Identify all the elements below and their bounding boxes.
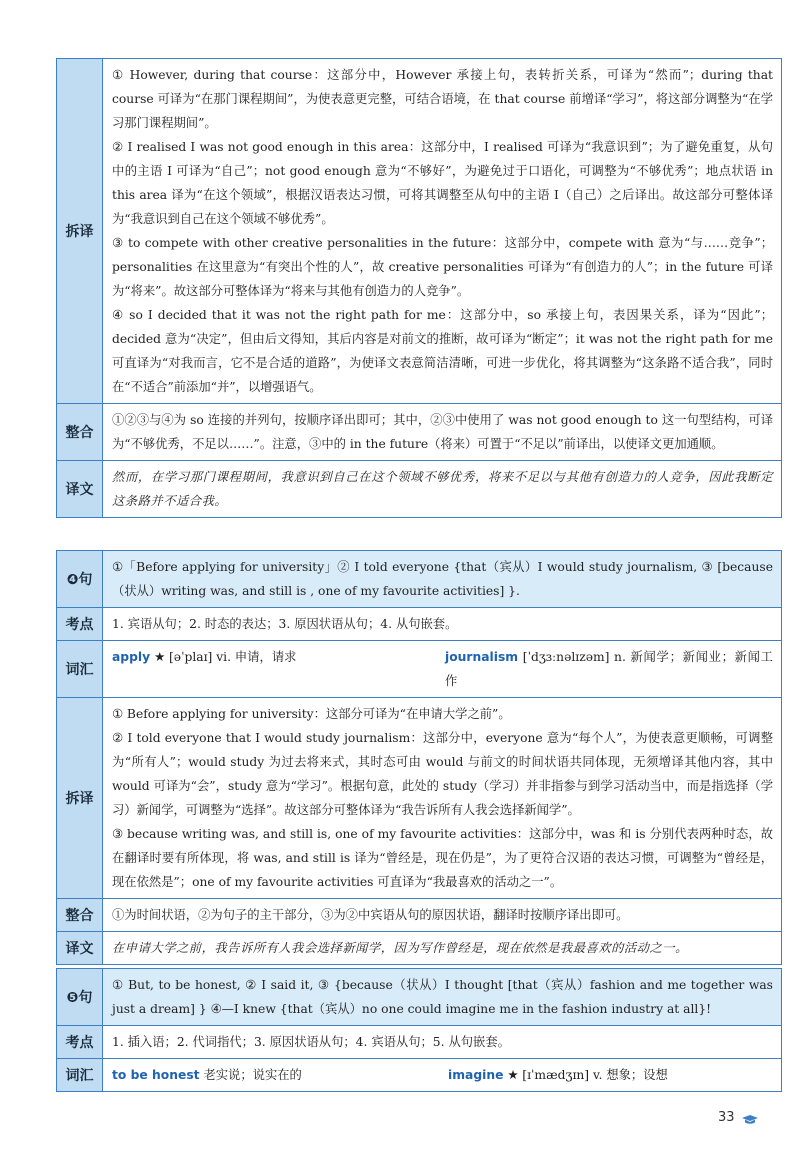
vocab-word: journalism <box>445 650 519 664</box>
row-cihui <box>57 641 781 698</box>
chaiyi-item: ④ so I decided that it was not the right path for me：这部分中，so 承接上句，表因果关系，译为“因此”；decided 意为“决定”，但由后文得知，其后内容是对前文的推断，故可译为“断定”；it was not the right path for me 可直译为“对我而言，它不是合适的道路”，为使译文表意简洁清晰，可进一步优化，将其调整为“这条路不适合我”，同时在“不适合”前添加“并”，以增强语气。 <box>112 308 773 394</box>
vocab-definition: ★ [ɪˈmædʒɪn] v. 想象；设想 <box>507 1068 668 1082</box>
row-kaodian <box>57 1026 781 1059</box>
chaiyi-item: ① Before applying for university：这部分可译为“在申请大学之前”。 <box>112 707 511 721</box>
row-sentence <box>57 551 781 608</box>
page-number: 33 <box>718 1110 735 1125</box>
vocab-word: apply <box>112 650 151 664</box>
row-zhenghe <box>57 404 781 461</box>
kaodian-content: 1. 插入语；2. 代词指代；3. 原因状语从句；4. 宾语从句；5. 从句嵌套。 <box>112 1035 510 1049</box>
chaiyi-item: ③ to compete with other creative personalities in the future：这部分中，compete with 意为“与……竞争”；personalities 在这里意为“有突出个性的人”，故 creative personalities 可译为“有创造力的人”；in the future 可译为“将来”。故这部分可整体译为“将来与其他有创造力的人竞争”。 <box>112 236 773 298</box>
label-zhenghe: 整合 <box>57 899 103 931</box>
analysis-table-sentence-3 <box>56 58 782 518</box>
vocab-entry <box>448 1063 668 1087</box>
chaiyi-item: ② I told everyone that I would study journalism：这部分中，everyone 意为“每个人”，为使表意更顺畅，可调整为“所有人”；would study 为过去将来式，其时态可由 would 与前文的时间状语共同体现，无须增译其他内容，其中 would 可译为“会”，study 意为“学习”。根据句意，此处的 study（学习）并非指参与到学习活动当中，而是指选择（学习）新闻学，可调整为“选择”。故这部分可整体译为“我告诉所有人我会选择新闻学”。 <box>112 731 773 817</box>
analysis-table-sentence-4 <box>56 550 782 965</box>
row-sentence <box>57 969 781 1026</box>
cihui-content <box>103 1059 781 1091</box>
zhenghe-content: ①为时间状语，②为句子的主干部分，③为②中宾语从句的原因状语，翻译时按顺序译出即可。 <box>112 908 629 922</box>
vocab-word: imagine <box>448 1068 504 1082</box>
vocab-word: to be honest <box>112 1068 200 1082</box>
vocab-definition: ★ [əˈplaɪ] vi. 申请，请求 <box>154 650 297 664</box>
row-chaiyi <box>57 698 781 899</box>
row-yiwen <box>57 932 781 964</box>
row-yiwen <box>57 461 781 517</box>
chaiyi-item: ② I realised I was not good enough in this area：这部分中，I realised 可译为“我意识到”；为了避免重复，从句中的主语 I 可译为“自己”；not good enough 意为“不够好”，为避免过于口语化，可调整为“不够优秀”；地点状语 in this area 译为“在这个领域”，根据汉语表达习惯，可将其调整至从句中的主语 I（自己）之后译出。故这部分可整体译为“我意识到自己在这个领域不够优秀”。 <box>112 140 773 226</box>
vocab-entry <box>112 645 445 693</box>
label-yiwen: 译文 <box>57 461 103 517</box>
zhenghe-content: ①②③与④为 so 连接的并列句，按顺序译出即可；其中，②③中使用了 was not good enough to 这一句型结构，可译为“不够优秀，不足以……”。注意，③中的 in the future（将来）可置于“不足以”前译出，以使译文更加通顺。 <box>112 413 773 451</box>
row-cihui <box>57 1059 781 1091</box>
vocab-entry <box>112 1063 448 1087</box>
sentence-content: ①「Before applying for university」② I told everyone {that（宾从）I would study journalism, ③ [because（状从）writing was, and still is , one of my favourite activities] }. <box>112 560 773 598</box>
label-kaodian: 考点 <box>57 1026 103 1058</box>
analysis-table-sentence-5 <box>56 968 782 1092</box>
yiwen-content: 然而，在学习那门课程期间，我意识到自己在这个领域不够优秀，将来不足以与其他有创造力的人竞争，因此我断定这条路并不适合我。 <box>112 470 773 508</box>
vocab-entry <box>445 645 773 693</box>
chaiyi-item: ① However, during that course：这部分中，However 承接上句，表转折关系，可译为“然而”；during that course 可译为“在那门课程期间”，为使表意更完整，可结合语境，在 that course 前增译“学习”，将这部分调整为“在学习那门课程期间”。 <box>112 68 773 130</box>
label-sentence: ❹句 <box>57 551 103 607</box>
label-sentence: ❺句 <box>57 969 103 1025</box>
cihui-content <box>103 641 781 697</box>
label-cihui: 词汇 <box>57 641 103 697</box>
yiwen-content: 在申请大学之前，我告诉所有人我会选择新闻学，因为写作曾经是，现在依然是我最喜欢的活动之一。 <box>112 941 688 955</box>
sentence-content: ① But, to be honest, ② I said it, ③ {because（状从）I thought [that（宾从）fashion and me together was just a dream] } ④—I knew {that（宾从）no one could imagine me in the fashion industry at all}! <box>112 978 773 1016</box>
chaiyi-content <box>103 59 781 403</box>
label-kaodian: 考点 <box>57 608 103 640</box>
chaiyi-item: ③ because writing was, and still is, one of my favourite activities：这部分中，was 和 is 分别代表两种时态，故在翻译时要有所体现，将 was, and still is 译为“曾经是，现在仍是”，为了更符合汉语的表达习惯，可调整为“曾经是，现在依然是”；one of my favourite activities 可直译为“我最喜欢的活动之一”。 <box>112 827 773 889</box>
graduation-cap-icon <box>742 1115 758 1125</box>
row-zhenghe <box>57 899 781 932</box>
kaodian-content: 1. 宾语从句；2. 时态的表达；3. 原因状语从句；4. 从句嵌套。 <box>112 617 458 631</box>
vocab-definition: 老实说；说实在的 <box>203 1068 302 1082</box>
row-kaodian <box>57 608 781 641</box>
row-chaiyi <box>57 59 781 404</box>
vocab-definition: [ˈdʒɜːnəlɪzəm] n. 新闻学；新闻业；新闻工作 <box>445 650 773 688</box>
chaiyi-content <box>103 698 781 898</box>
label-chaiyi: 拆译 <box>57 59 103 403</box>
label-yiwen: 译文 <box>57 932 103 964</box>
label-cihui: 词汇 <box>57 1059 103 1091</box>
label-chaiyi: 拆译 <box>57 698 103 898</box>
label-zhenghe: 整合 <box>57 404 103 460</box>
